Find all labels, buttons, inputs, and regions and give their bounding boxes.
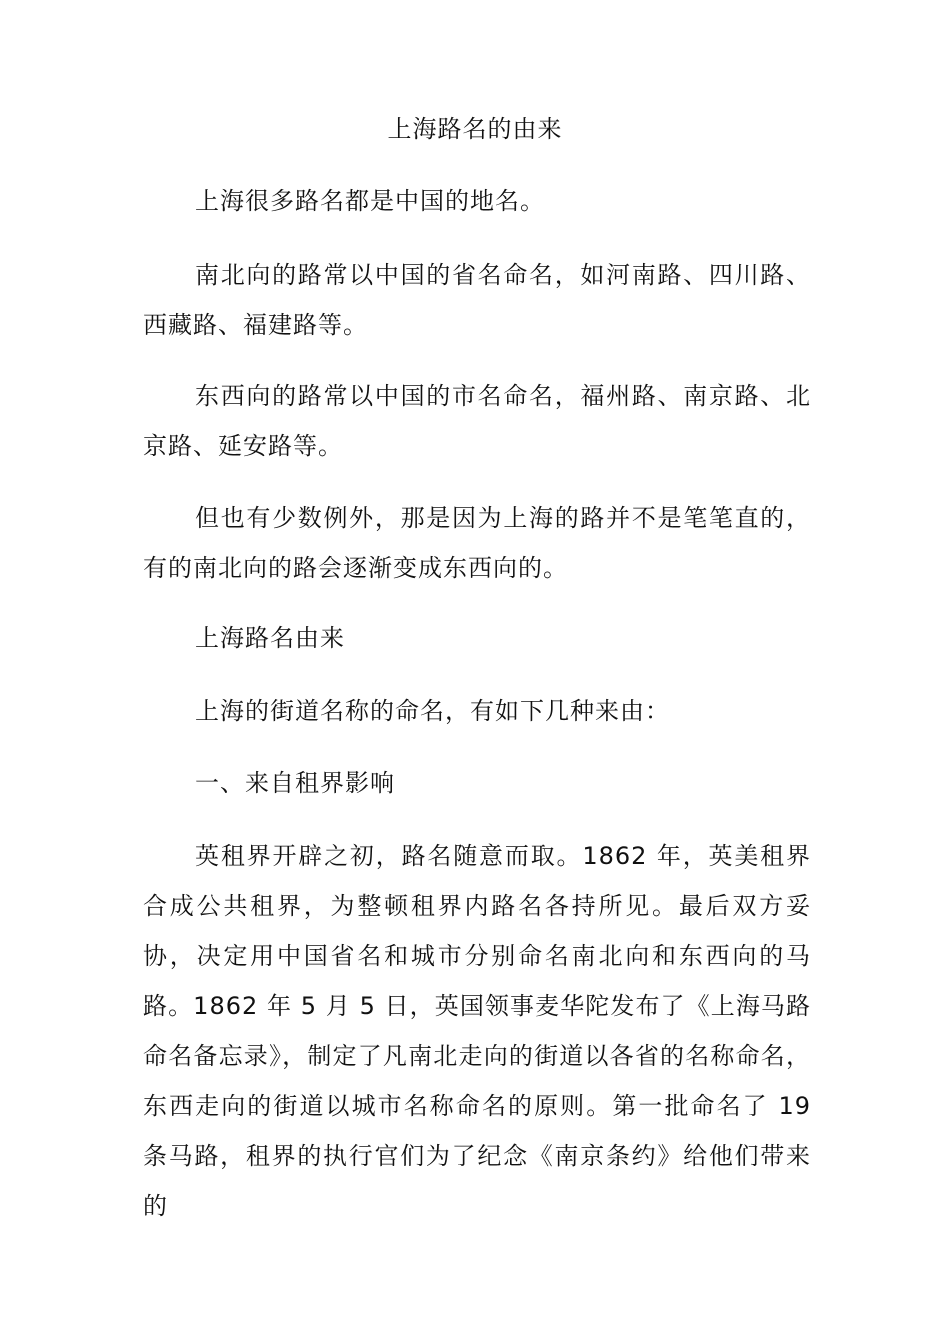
- paragraph-naming-sources: 上海的街道名称的命名，有如下几种来由：: [195, 697, 670, 725]
- document-title: 上海路名的由来: [387, 115, 563, 143]
- section-heading-concessions: 一、来自租界影响: [195, 769, 395, 797]
- paragraph-intro: 上海很多路名都是中国的地名。: [195, 187, 545, 215]
- paragraph-east-west: 东西向的路常以中国的市名命名，福州路、南京路、北京路、延安路等。: [143, 382, 811, 460]
- section-heading-origin: 上海路名由来: [195, 624, 345, 652]
- paragraph-concession-history: 英租界开辟之初，路名随意而取。1862 年，英美租界合成公共租界，为整顿租界内路名各持所见。最后双方妥协，决定用中国省名和城市分别命名南北向和东西向的马路。1862 年 5 月 5 日，英国领事麦华陀发布了《上海马路命名备忘录》，制定了凡南北走向的街道以各省的名称命名，东西走向的街道以城市名称命名的原则。第一批命名了 19 条马路，租界的执行官们为了纪念《南京条约》给他们带来的: [143, 842, 811, 1220]
- paragraph-north-south: 南北向的路常以中国的省名命名，如河南路、四川路、西藏路、福建路等。: [143, 261, 811, 339]
- paragraph-exceptions: 但也有少数例外，那是因为上海的路并不是笔笔直的，有的南北向的路会逐渐变成东西向的。: [143, 504, 811, 582]
